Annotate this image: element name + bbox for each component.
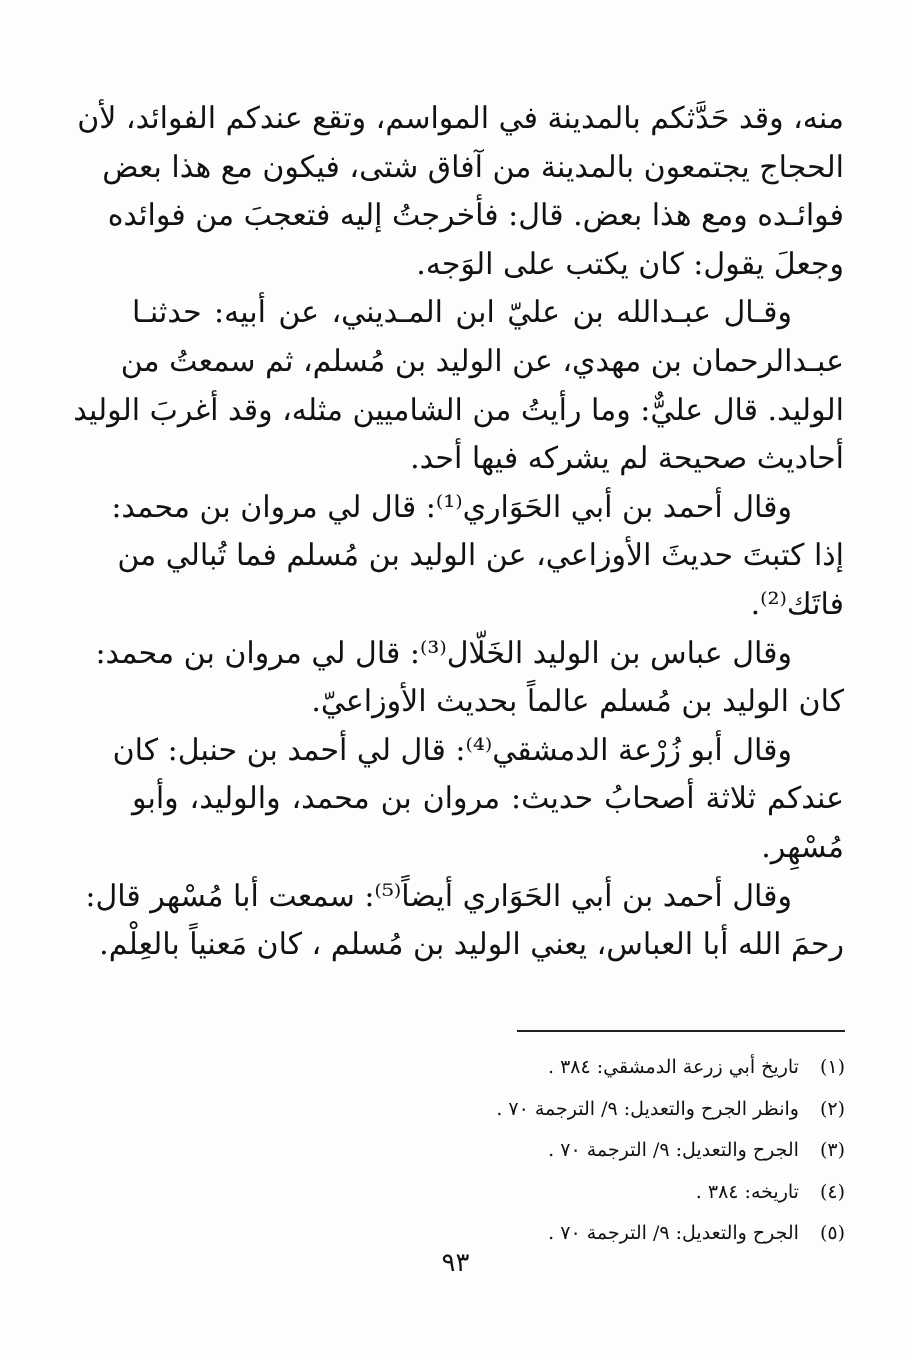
text-line: إذا كتبتَ حديثَ الأوزاعي، عن الوليد بن مُسلم فما تُبالي من bbox=[117, 538, 844, 574]
text-line: فوائـده ومع هذا بعض. قال: فأخرجتُ إليه فتعجبَ من فوائده bbox=[107, 198, 844, 234]
footnote-number: (٢) bbox=[819, 1097, 845, 1120]
footnote-4 bbox=[425, 1172, 845, 1214]
text-line: أحاديث صحيحة لم يشركه فيها أحد. bbox=[410, 441, 844, 477]
text-line: مُسْهِر. bbox=[761, 829, 844, 865]
text-line: عندكم ثلاثة أصحابُ حديث: مروان بن محمد، والوليد، وأبو bbox=[132, 781, 844, 817]
footnote-text: تاريخ أبي زرعة الدمشقي: ٣٨٤ . bbox=[547, 1056, 799, 1078]
text-line: الحجاج يجتمعون بالمدينة من آفاق شتى، فيكون مع هذا بعض bbox=[102, 149, 844, 185]
text-line: كان الوليد بن مُسلم عالماً بحديث الأوزاعيّ. bbox=[311, 684, 844, 720]
footnote-number: (٣) bbox=[819, 1139, 845, 1161]
footnote-number: (١) bbox=[819, 1056, 845, 1078]
footnote-separator bbox=[517, 1030, 845, 1032]
text-line: وجعلَ يقول: كان يكتب على الوَجه. bbox=[416, 246, 844, 282]
footnotes bbox=[425, 1047, 845, 1255]
paragraph-3 bbox=[111, 484, 844, 630]
text-line: وقال أحمد بن أبي الحَوَاري⁽¹⁾: قال لي مروان بن محمد: bbox=[111, 489, 792, 525]
paragraph-2 bbox=[73, 289, 844, 483]
footnote-text: وانظر الجرح والتعديل: ٩/ الترجمة ٧٠ . bbox=[496, 1097, 799, 1120]
footnote-3 bbox=[425, 1130, 845, 1172]
footnote-number: (٤) bbox=[819, 1180, 845, 1203]
paragraph-5 bbox=[112, 727, 844, 873]
text-line: منه، وقد حَدَّثكم بالمدينة في المواسم، وتقع عندكم الفوائد، لأن bbox=[77, 101, 844, 136]
footnote-1 bbox=[425, 1047, 845, 1089]
text-line: الوليد. قال عليٌّ: وما رأيتُ من الشاميين مثله، وقد أغربَ الوليد bbox=[73, 392, 844, 428]
text-line: رحمَ الله أبا العباس، يعني الوليد بن مُسلم ، كان مَعنياً بالعِلْم. bbox=[99, 927, 844, 963]
paragraph-4 bbox=[95, 630, 844, 727]
text-line: فاتَك⁽²⁾. bbox=[750, 586, 844, 622]
main-text bbox=[73, 95, 844, 970]
paragraph-1 bbox=[77, 95, 844, 289]
footnote-text: الجرح والتعديل: ٩/ الترجمة ٧٠ . bbox=[548, 1222, 799, 1244]
footnote-text: تاريخه: ٣٨٤ . bbox=[695, 1180, 799, 1203]
footnote-text: الجرح والتعديل: ٩/ الترجمة ٧٠ . bbox=[548, 1139, 799, 1161]
text-line: وقال أبو زُرْعة الدمشقي⁽⁴⁾: قال لي أحمد بن حنبل: كان bbox=[112, 732, 792, 768]
text-line: وقال عباس بن الوليد الخَلّال⁽³⁾: قال لي مروان بن محمد: bbox=[95, 635, 792, 671]
text-line: عبـدالرحمان بن مهدي، عن الوليد بن مُسلم، ثم سمعتُ من bbox=[120, 343, 844, 379]
page-number: ٩٣ bbox=[441, 1248, 470, 1278]
paragraph-6 bbox=[85, 873, 844, 970]
footnote-2 bbox=[425, 1089, 845, 1131]
footnote-number: (٥) bbox=[819, 1222, 845, 1244]
text-line: وقـال عبـدالله بن عليّ ابن المـديني، عن أبيه: حدثنـا bbox=[132, 295, 792, 331]
text-line: وقال أحمد بن أبي الحَوَاري أيضاً⁽⁵⁾: سمعت أبا مُسْهر قال: bbox=[85, 878, 792, 914]
